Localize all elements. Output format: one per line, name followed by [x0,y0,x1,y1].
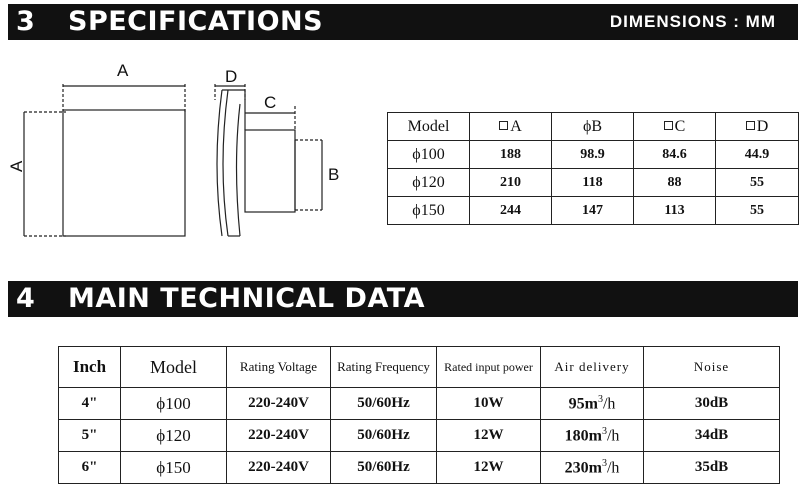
label-a-top: A [117,61,129,80]
table-header-row [59,347,780,388]
air-delivery-cell: $230m^3/h$ [541,452,644,484]
header-inch: Inch [59,347,121,388]
noise-cell: 34dB [644,420,780,452]
value-d: 55 [716,169,799,197]
side-view-duct [245,130,295,212]
fan-dimension-diagram [0,50,380,250]
voltage-cell: 220-240V [227,420,331,452]
header-noise: Noise [644,347,780,388]
label-d: D [225,67,238,86]
header-c: C [634,113,716,141]
voltage-cell: 220-240V [227,452,331,484]
table-row [59,452,780,484]
air-delivery-cell: $180m^3/h$ [541,420,644,452]
section-3-header [8,4,798,40]
value-a: 210 [470,169,552,197]
technical-data-table [58,346,780,484]
specifications-table [387,112,799,225]
value-b: 98.9 [552,141,634,169]
value-a: 244 [470,197,552,225]
header-d: D [716,113,799,141]
section-title: MAIN TECHNICAL DATA [68,283,425,314]
model-cell: ϕ100 [388,141,470,169]
label-c: C [264,93,277,112]
table-row [388,169,799,197]
power-cell: 12W [437,420,541,452]
square-icon [499,121,508,130]
section-number: 3 [16,6,35,37]
table-row [388,141,799,169]
value-c: 84.6 [634,141,716,169]
section-number: 4 [16,283,35,314]
noise-cell: 35dB [644,452,780,484]
model-cell: ϕ100 [121,388,227,420]
header-a: A [470,113,552,141]
table-header-row [388,113,799,141]
value-a: 188 [470,141,552,169]
value-d: 44.9 [716,141,799,169]
value-d: 55 [716,197,799,225]
frequency-cell: 50/60Hz [331,420,437,452]
header-b: ϕB [552,113,634,141]
voltage-cell: 220-240V [227,388,331,420]
dimensions-unit-label: DIMENSIONS : MM [609,12,776,31]
value-c: 113 [634,197,716,225]
air-delivery-cell: $95m^3/h$ [541,388,644,420]
section-title: SPECIFICATIONS [68,6,324,37]
front-view-panel [63,110,185,236]
model-cell: ϕ150 [121,452,227,484]
table-row [59,420,780,452]
power-cell: 12W [437,452,541,484]
section-4-header [8,281,798,317]
model-cell: ϕ120 [121,420,227,452]
header-voltage: Rating Voltage [227,347,331,388]
square-icon [664,121,673,130]
header-power: Rated input power [437,347,541,388]
noise-cell: 30dB [644,388,780,420]
header-model: Model [121,347,227,388]
value-c: 88 [634,169,716,197]
value-b: 147 [552,197,634,225]
side-view-curved-front [217,90,222,236]
table-row [59,388,780,420]
power-cell: 10W [437,388,541,420]
frequency-cell: 50/60Hz [331,452,437,484]
label-b: B [328,165,340,184]
model-cell: ϕ120 [388,169,470,197]
header-model: Model [388,113,470,141]
inch-cell: 5" [59,420,121,452]
square-icon [746,121,755,130]
frequency-cell: 50/60Hz [331,388,437,420]
header-frequency: Rating Frequency [331,347,437,388]
inch-cell: 4" [59,388,121,420]
value-b: 118 [552,169,634,197]
model-cell: ϕ150 [388,197,470,225]
inch-cell: 6" [59,452,121,484]
table-row [388,197,799,225]
label-a-side: A [7,160,26,172]
header-air-delivery: Air delivery [541,347,644,388]
